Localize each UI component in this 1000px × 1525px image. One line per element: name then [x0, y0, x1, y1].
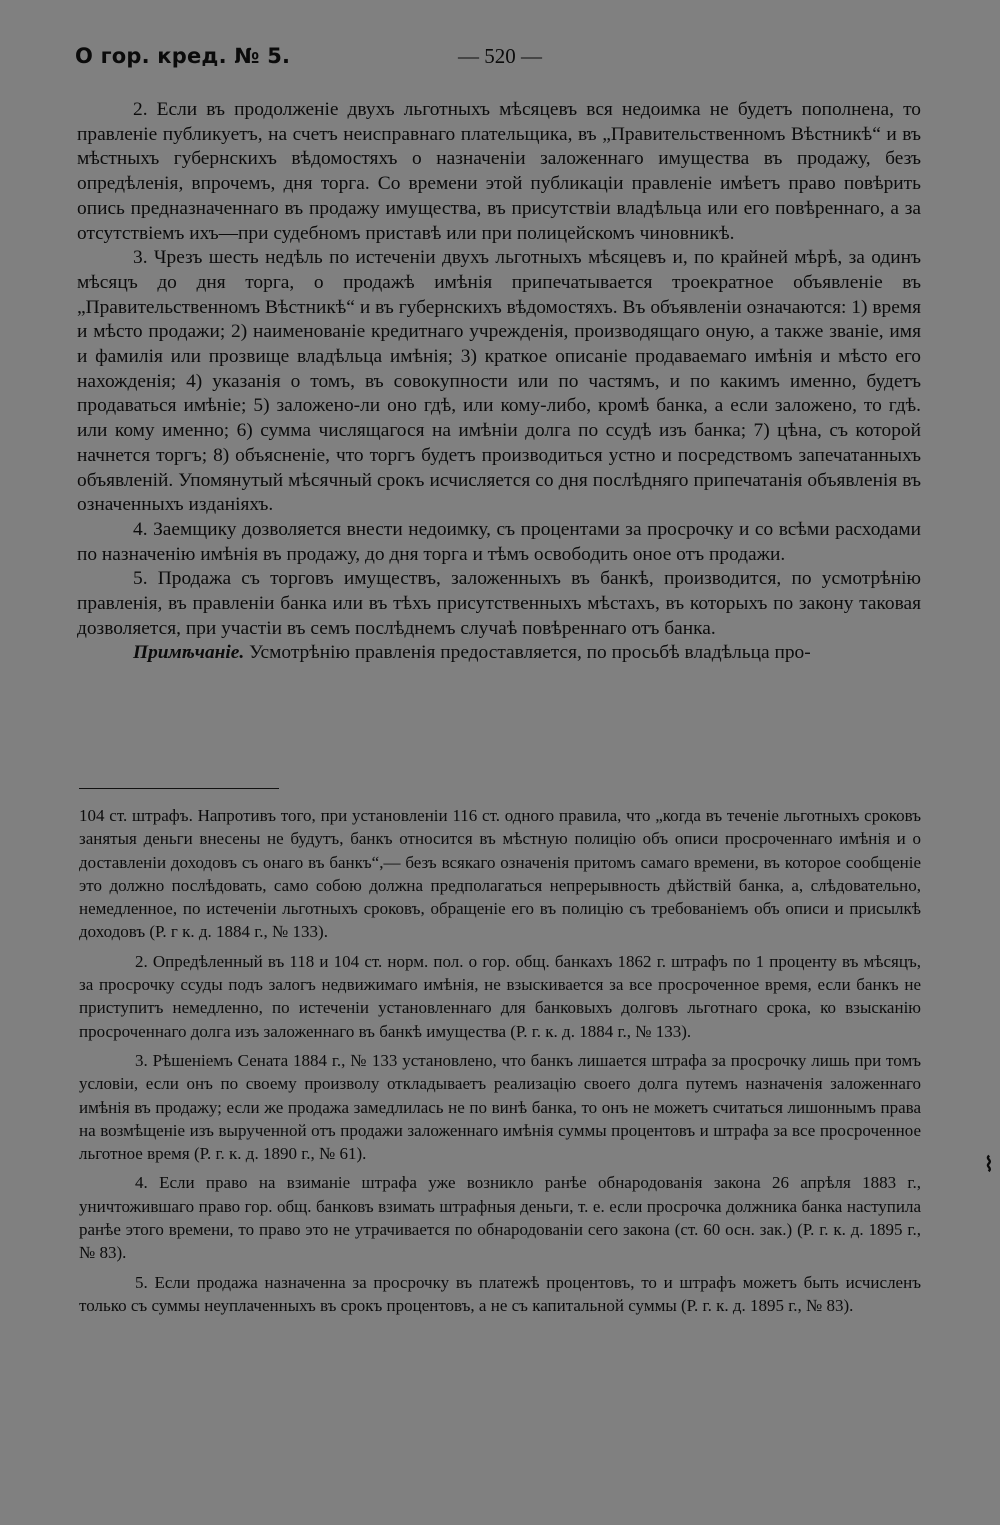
footnote-3: 3. Рѣшеніемъ Сената 1884 г., № 133 установлено, что банкъ лишается штрафа за просрочку лишь при томъ условіи, если онъ по своему произволу откладываетъ реализацію своего долга путемъ назначенія заложеннаго имѣнія въ продажу; если же продажа замедлилась не по винѣ банка, то онъ не можетъ считаться лишоннымъ права на возмѣщеніе изъ вырученной отъ продажи заложеннаго имѣнія суммы процентовъ и штрафа за все просроченное льготное время (Р. г. к. д. 1890 г., № 61).	[79, 1050, 921, 1164]
footnote-2: 2. Опредѣленный въ 118 и 104 ст. норм. пол. о гор. общ. банкахъ 1862 г. штрафъ по 1 проценту въ мѣсяцъ, за просрочку ссуды подъ залогъ недвижимаго имѣнія, не взыскивается за все просроченное время, если банкъ не приступитъ немедленно, по истеченіи установленнаго для банковыхъ долговъ льготнаго срока, ко взысканію просроченнаго долга изъ заложеннаго въ банкѣ имущества (Р. г. к. д. 1884 г., № 133).	[79, 951, 921, 1041]
note-paragraph	[77, 641, 921, 666]
page-number: — 520 —	[458, 44, 542, 68]
footnote-4: 4. Если право на взиманіе штрафа уже возникло ранѣе обнародованія закона 26 апрѣля 1883 г., уничтожившаго право гор. общ. банковъ взимать штрафныя деньги, т. е. если просрочка должника банка наступила ранѣе этого времени, то право это не утрачивается по обнародованіи сего закона (ст. 60 осн. зак.) (Р. г. к. д. 1895 г., № 83).	[79, 1173, 921, 1263]
paragraph-5: 5. Продажа съ торговъ имуществъ, заложенныхъ въ банкѣ, производится, по усмотрѣнію правленія, въ правленіи банка или въ тѣхъ присутственныхъ мѣстахъ, въ которыхъ по закону таковая дозволяется, при участіи въ семъ послѣднемъ случаѣ повѣреннаго отъ банка.	[77, 568, 921, 639]
note-text: Усмотрѣнію правленія предоставляется, по просьбѣ владѣльца про-	[244, 642, 811, 664]
footnotes	[79, 804, 921, 1317]
running-head: О гор. кред. № 5.	[75, 44, 291, 68]
paragraph-4: 4. Заемщику дозволяется внести недоимку, съ процентами за просрочку и со всѣми расходами по назначенію имѣнія въ продажу, до дня торга и тѣмъ освободить оное отъ продажи.	[77, 518, 921, 565]
note-label: Примѣчаніе.	[133, 642, 245, 664]
main-text	[77, 98, 921, 666]
footnote-divider	[79, 788, 279, 789]
paragraph-3: 3. Чрезъ шесть недѣль по истеченіи двухъ льготныхъ мѣсяцевъ и, по крайней мѣрѣ, за одинъ мѣсяцъ до дня торга, о продажѣ имѣнія припечатывается троекратное объявленіе въ „Правительственномъ Вѣстникѣ“ и въ губернскихъ вѣдомостяхъ. Въ объявленіи означаются: 1) время и мѣсто продажи; 2) наименованіе кредитнаго учрежденія, производящаго оную, а также званіе, имя и фамилія или прозвище владѣльца имѣнія; 3) краткое описаніе продаваемаго имѣнія и мѣсто его нахожденія; 4) указанія о томъ, въ совокупности или по частямъ, и по какимъ именно, будетъ продаваться имѣніе; 5) заложено-ли оно гдѣ, или кому-либо, кромѣ банка, а если заложено, то гдѣ. или кому именно; 6) сумма числящагося на имѣніи долга по ссудѣ изъ банка; 7) цѣна, съ которой начнется торгъ; 8) объясненіе, что торгъ будетъ производиться устно и посредствомъ запечатанныхъ объявленій. Упомянутый мѣсячный срокъ исчисляется со дня послѣдняго припечатанія объявленія въ означенныхъ изданіяхъ.	[77, 247, 921, 516]
footnote-continuation: 104 ст. штрафъ. Напротивъ того, при установленіи 116 ст. одного правила, что „когда въ теченіе льготныхъ сроковъ занятыя деньги внесены не будутъ, банкъ относится въ мѣстную полицію объ описи просроченнаго имѣнія и о доставленіи доходовъ съ онаго въ банкъ“,— безъ всякаго означенія притомъ самаго времени, въ которое сообщеніе это должно послѣдовать, само собою должна предполагаться непрерывность дѣйствій банка, а, слѣдовательно, немедленное, по истеченіи льготныхъ сроковъ, обращеніе его въ полицію съ требованіемъ объ описи и присылкѣ доходовъ (Р. г к. д. 1884 г., № 133).	[79, 806, 921, 942]
footnote-5: 5. Если продажа назначенна за просрочку въ платежѣ процентовъ, то и штрафъ можетъ быть исчисленъ только съ суммы неуплаченныхъ въ срокъ процентовъ, а не съ капитальной суммы (Р. г. к. д. 1895 г., № 83).	[79, 1272, 921, 1315]
margin-mark: ⌇	[984, 1152, 994, 1176]
page-header	[75, 44, 925, 76]
paragraph-2: 2. Если въ продолженіе двухъ льготныхъ мѣсяцевъ вся недоимка не будетъ пополнена, то правленіе публикуетъ, на счетъ неисправнаго плательщика, въ „Правительственномъ Вѣстникѣ“ и въ мѣстныхъ губернскихъ вѣдомостяхъ о назначеніи заложеннаго имущества въ продажу, безъ опредѣленія, впрочемъ, дня торга. Со времени этой публикаціи правленіе имѣетъ право повѣрить опись предназначеннаго въ продажу имущества, въ присутствіи владѣльца или его повѣреннаго, а за отсутствіемъ ихъ—при судебномъ приставѣ или при полицейскомъ чиновникѣ.	[77, 99, 921, 244]
